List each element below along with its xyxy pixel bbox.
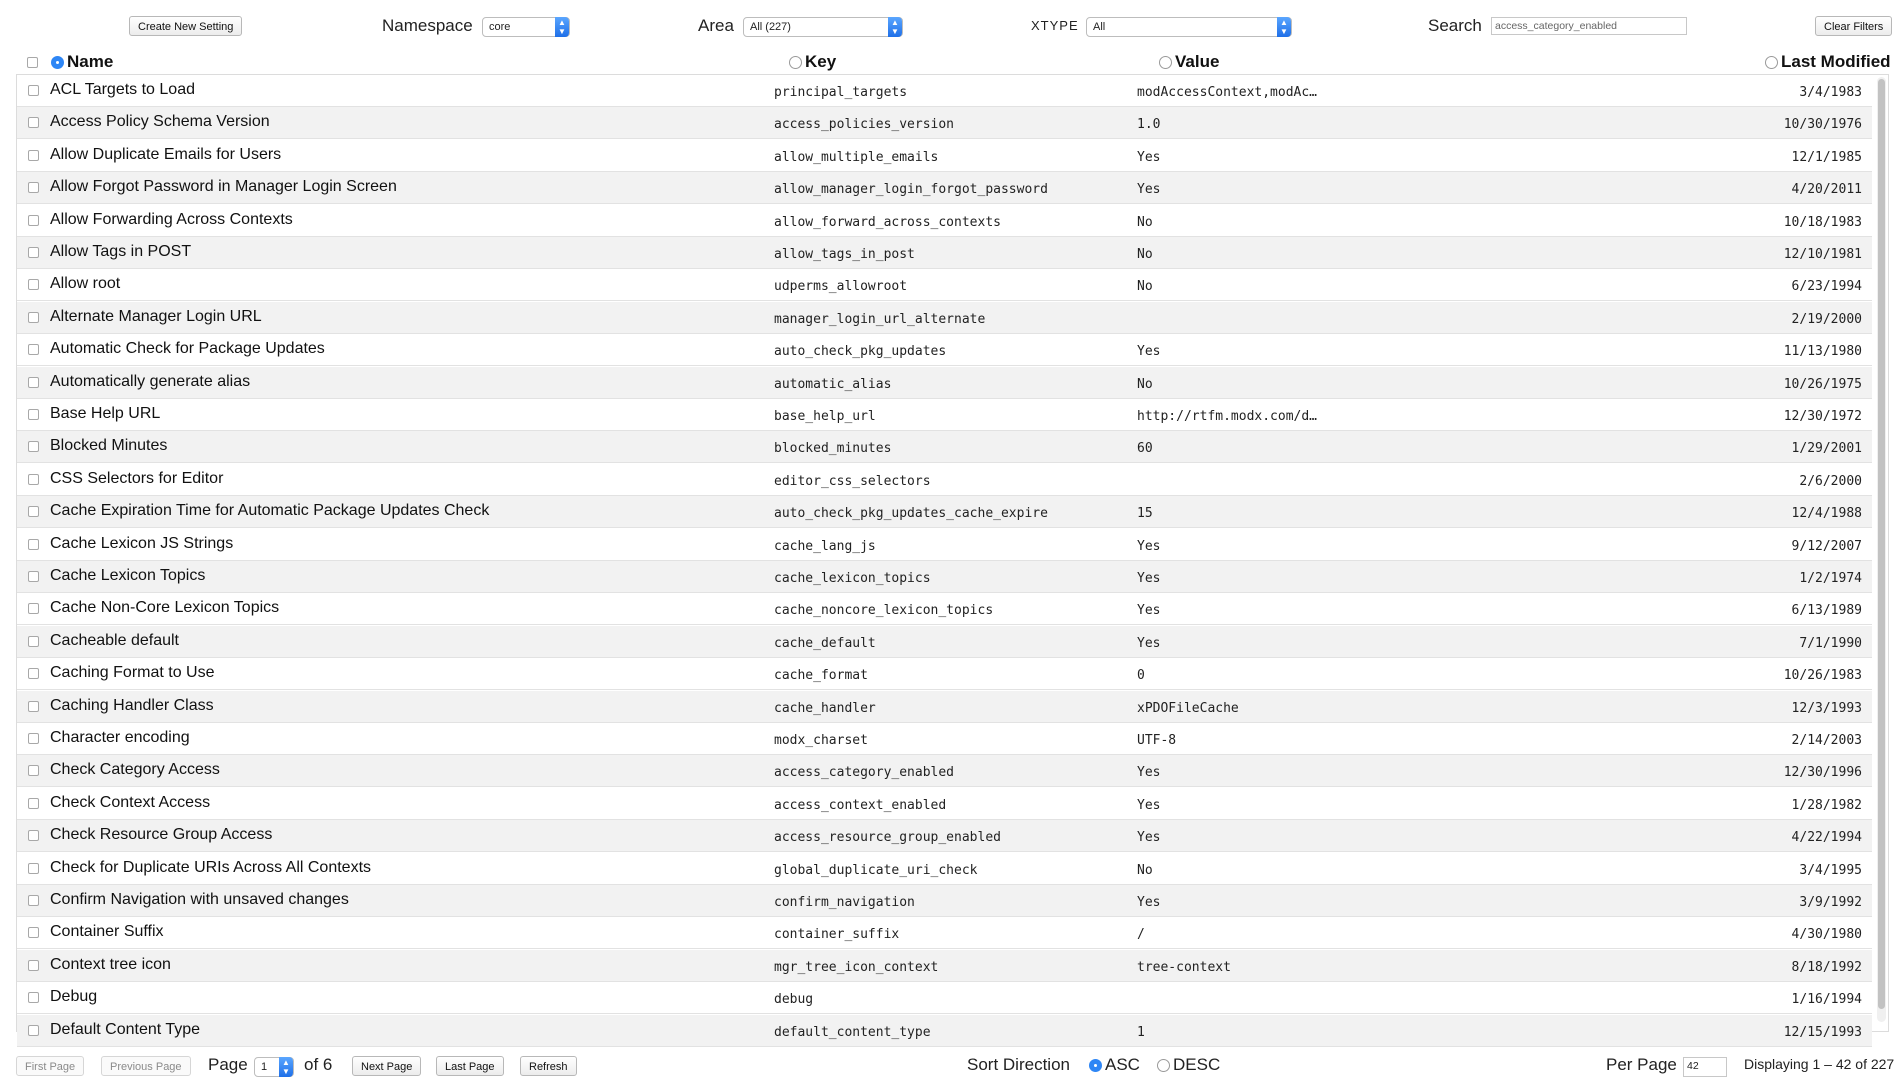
row-checkbox[interactable] [28, 247, 39, 258]
row-checkbox[interactable] [28, 539, 39, 550]
row-checkbox[interactable] [28, 701, 39, 712]
row-checkbox[interactable] [28, 927, 39, 938]
area-select[interactable] [743, 17, 903, 37]
select-arrows-icon: ▲ ▼ [888, 17, 902, 37]
setting-name: Caching Format to Use [50, 664, 215, 682]
per-page-input[interactable]: 42 [1683, 1057, 1727, 1077]
setting-name: Base Help URL [50, 405, 161, 422]
table-row[interactable] [17, 788, 1872, 820]
row-checkbox[interactable] [28, 992, 39, 1003]
xtype-select[interactable] [1086, 17, 1292, 37]
setting-name: Allow Forgot Password in Manager Login Screen [50, 178, 397, 196]
setting-name: Access Policy Schema Version [50, 113, 270, 131]
setting-value[interactable]: UTF-8 [1137, 733, 1177, 748]
row-checkbox[interactable] [28, 279, 39, 290]
setting-key: access_category_enabled [774, 765, 955, 781]
setting-value[interactable]: Yes [1137, 635, 1161, 651]
setting-name: Caching Handler Class [50, 696, 214, 714]
table-row[interactable] [17, 950, 1872, 982]
setting-value[interactable]: No [1137, 247, 1153, 262]
setting-name: Check Resource Group Access [50, 826, 273, 844]
setting-key: modx_charset [774, 733, 868, 748]
column-header-key[interactable] [789, 52, 836, 72]
select-all-checkbox[interactable] [27, 57, 38, 68]
last-modified-date: 10/18/1983 [1783, 214, 1862, 230]
last-modified-date: 3/4/1983 [1799, 85, 1862, 100]
column-header-key-label: Key [805, 52, 837, 71]
last-modified-date: 7/1/1990 [1799, 635, 1862, 651]
page-count: of 6 [304, 1055, 333, 1074]
last-modified-date: 1/29/2001 [1791, 441, 1862, 457]
row-checkbox[interactable] [28, 863, 39, 874]
column-header-name-label: Name [67, 52, 114, 71]
sort-desc-option[interactable] [1157, 1055, 1220, 1075]
sort-radio-last-modified[interactable] [1765, 56, 1778, 69]
displaying-count: Displaying 1 – 42 of 227 [1744, 1056, 1895, 1072]
setting-key: automatic_alias [774, 376, 892, 392]
sort-desc-radio[interactable] [1157, 1059, 1170, 1072]
setting-key: confirm_navigation [774, 895, 915, 910]
namespace-value: core [489, 21, 511, 33]
table-row[interactable] [17, 172, 1872, 204]
setting-name: Check Category Access [50, 761, 220, 779]
setting-name: Container Suffix [50, 923, 164, 941]
setting-name: Allow Tags in POST [50, 243, 192, 260]
column-header-last-modified-label: Last Modified [1781, 52, 1891, 71]
column-header-name[interactable] [51, 52, 113, 72]
table-row[interactable] [17, 75, 1872, 107]
scrollbar-thumb[interactable] [1878, 79, 1885, 1009]
sort-asc-label: ASC [1105, 1055, 1140, 1074]
select-arrows-icon: ▲ ▼ [279, 1057, 293, 1077]
clear-filters-button[interactable]: Clear Filters [1815, 16, 1892, 36]
column-header-value[interactable] [1159, 52, 1219, 72]
setting-value[interactable]: 15 [1137, 506, 1153, 522]
setting-name: Cacheable default [50, 631, 179, 649]
select-arrows-icon: ▲ ▼ [1277, 17, 1291, 37]
last-modified-date: 12/10/1981 [1783, 247, 1862, 262]
setting-name: Alternate Manager Login URL [50, 307, 262, 325]
column-header-value-label: Value [1175, 52, 1220, 71]
setting-name: Automatically generate alias [50, 372, 251, 390]
row-checkbox[interactable] [28, 895, 39, 906]
table-row[interactable] [17, 140, 1872, 172]
last-modified-date: 6/13/1989 [1791, 603, 1862, 619]
setting-value[interactable]: No [1137, 862, 1153, 878]
table-row[interactable] [17, 399, 1872, 431]
setting-key: cache_lexicon_topics [774, 571, 931, 586]
setting-value[interactable]: Yes [1137, 571, 1161, 586]
row-checkbox[interactable] [28, 798, 39, 809]
setting-name: CSS Selectors for Editor [50, 469, 224, 487]
setting-value[interactable]: Yes [1137, 830, 1161, 846]
last-modified-date: 2/19/2000 [1791, 311, 1862, 327]
setting-key: cache_format [774, 668, 868, 684]
table-row[interactable] [17, 593, 1872, 625]
setting-name: ACL Targets to Load [50, 81, 195, 98]
namespace-select[interactable] [482, 17, 570, 37]
table-row[interactable] [17, 917, 1872, 949]
last-modified-date: 10/26/1975 [1783, 376, 1862, 392]
sort-radio-key[interactable] [789, 56, 802, 69]
row-checkbox[interactable] [28, 150, 39, 161]
last-modified-date: 4/22/1994 [1791, 830, 1862, 846]
sort-asc-radio[interactable] [1089, 1059, 1102, 1072]
setting-key: manager_login_url_alternate [774, 311, 986, 327]
last-modified-date: 4/20/2011 [1791, 182, 1862, 198]
refresh-button[interactable]: Refresh [520, 1056, 577, 1076]
setting-name: Confirm Navigation with unsaved changes [50, 891, 349, 908]
grid-header [0, 44, 1900, 74]
column-header-last-modified[interactable] [1765, 52, 1891, 72]
table-row[interactable] [17, 107, 1872, 139]
setting-value[interactable]: Yes [1137, 538, 1161, 554]
table-row[interactable] [17, 431, 1872, 463]
row-checkbox[interactable] [28, 312, 39, 323]
setting-name: Character encoding [50, 729, 190, 746]
last-modified-date: 9/12/2007 [1791, 538, 1862, 554]
row-checkbox[interactable] [28, 409, 39, 420]
last-modified-date: 11/13/1980 [1783, 344, 1862, 360]
setting-value[interactable]: Yes [1137, 182, 1161, 198]
setting-key: cache_noncore_lexicon_topics [774, 603, 994, 619]
setting-key: principal_targets [774, 85, 908, 100]
last-modified-date: 12/30/1996 [1783, 765, 1862, 781]
last-modified-date: 1/16/1994 [1791, 992, 1862, 1008]
last-modified-date: 12/4/1988 [1791, 506, 1862, 522]
last-modified-date: 10/26/1983 [1783, 668, 1862, 684]
table-row[interactable] [17, 367, 1872, 399]
setting-name: Default Content Type [50, 1020, 201, 1038]
search-label: Search [1428, 16, 1482, 35]
row-checkbox[interactable] [28, 603, 39, 614]
setting-key: default_content_type [774, 1024, 931, 1040]
setting-value[interactable]: modAccessContext,modAc… [1137, 85, 1318, 100]
next-page-button[interactable]: Next Page [352, 1056, 421, 1076]
table-row[interactable] [17, 982, 1872, 1014]
row-checkbox[interactable] [28, 765, 39, 776]
table-row[interactable] [17, 626, 1872, 658]
setting-value[interactable]: http://rtfm.modx.com/d… [1137, 409, 1318, 424]
table-row[interactable] [17, 529, 1872, 561]
last-modified-date: 1/2/1974 [1799, 571, 1862, 586]
row-checkbox[interactable] [28, 830, 39, 841]
setting-name: Check for Duplicate URIs Across All Contexts [50, 858, 372, 876]
setting-value[interactable]: No [1137, 214, 1153, 230]
setting-name: Check Context Access [50, 793, 211, 811]
page-select[interactable] [254, 1057, 294, 1077]
page-label: Page [208, 1055, 248, 1074]
table-row[interactable] [17, 464, 1872, 496]
setting-value[interactable]: No [1137, 376, 1153, 392]
setting-value[interactable]: / [1137, 927, 1145, 943]
row-checkbox[interactable] [28, 344, 39, 355]
setting-name: Allow Forwarding Across Contexts [50, 210, 293, 228]
xtype-label: XTYPE [1031, 18, 1079, 33]
table-row[interactable] [17, 237, 1872, 269]
setting-value[interactable]: tree-context [1137, 959, 1231, 975]
last-modified-date: 3/9/1992 [1799, 895, 1862, 910]
setting-key: udperms_allowroot [774, 279, 908, 295]
row-checkbox[interactable] [28, 182, 39, 193]
table-row[interactable] [17, 302, 1872, 334]
row-checkbox[interactable] [28, 960, 39, 971]
setting-value[interactable]: Yes [1137, 797, 1161, 813]
row-checkbox[interactable] [28, 1025, 39, 1036]
xtype-value: All [1093, 21, 1106, 33]
row-checkbox[interactable] [28, 636, 39, 647]
sort-radio-name[interactable] [51, 56, 64, 69]
last-modified-date: 2/6/2000 [1799, 473, 1862, 489]
first-page-button[interactable]: First Page [16, 1056, 84, 1076]
table-row[interactable] [17, 853, 1872, 885]
sort-radio-value[interactable] [1159, 56, 1172, 69]
row-checkbox[interactable] [28, 85, 39, 96]
last-modified-date: 3/4/1995 [1799, 862, 1862, 878]
last-modified-date: 2/14/2003 [1791, 733, 1862, 748]
table-row[interactable] [17, 496, 1872, 528]
paging-toolbar [0, 1040, 1900, 1080]
last-modified-date: 12/30/1972 [1783, 409, 1862, 424]
setting-name: Automatic Check for Package Updates [50, 340, 325, 358]
row-checkbox[interactable] [28, 117, 39, 128]
row-checkbox[interactable] [28, 215, 39, 226]
setting-key: blocked_minutes [774, 441, 892, 457]
setting-key: cache_lang_js [774, 538, 876, 554]
setting-value[interactable]: xPDOFileCache [1137, 700, 1239, 716]
setting-name: Cache Expiration Time for Automatic Package Updates Check [50, 502, 490, 520]
page-value: 1 [261, 1061, 268, 1073]
select-arrows-icon: ▲ ▼ [555, 17, 569, 37]
setting-key: allow_tags_in_post [774, 247, 915, 262]
row-checkbox[interactable] [28, 506, 39, 517]
table-row[interactable] [17, 820, 1872, 852]
last-page-button[interactable]: Last Page [436, 1056, 504, 1076]
setting-name: Cache Lexicon Topics [50, 567, 206, 584]
setting-value[interactable]: Yes [1137, 765, 1161, 781]
setting-value[interactable]: 1 [1137, 1024, 1145, 1040]
last-modified-date: 12/15/1993 [1783, 1024, 1862, 1040]
setting-key: container_suffix [774, 927, 900, 943]
row-checkbox[interactable] [28, 474, 39, 485]
setting-key: access_context_enabled [774, 797, 947, 813]
sort-direction-label: Sort Direction [967, 1055, 1070, 1074]
row-checkbox[interactable] [28, 441, 39, 452]
setting-key: editor_css_selectors [774, 473, 931, 489]
setting-name: Cache Non-Core Lexicon Topics [50, 599, 280, 617]
last-modified-date: 12/1/1985 [1791, 149, 1862, 165]
setting-name: Allow root [50, 275, 121, 293]
setting-key: auto_check_pkg_updates [774, 344, 947, 360]
setting-key: auto_check_pkg_updates_cache_expire [774, 506, 1048, 522]
setting-value[interactable]: 1.0 [1137, 117, 1161, 133]
setting-name: Debug [50, 988, 98, 1006]
last-modified-date: 4/30/1980 [1791, 927, 1862, 943]
setting-value[interactable]: No [1137, 279, 1153, 295]
setting-name: Cache Lexicon JS Strings [50, 534, 234, 552]
setting-key: mgr_tree_icon_context [774, 959, 939, 975]
table-row[interactable] [17, 691, 1872, 723]
setting-key: allow_manager_login_forgot_password [774, 182, 1048, 198]
table-row[interactable] [17, 334, 1872, 366]
table-row[interactable] [17, 561, 1872, 593]
namespace-label: Namespace [382, 16, 473, 35]
last-modified-date: 6/23/1994 [1791, 279, 1862, 295]
setting-key: debug [774, 992, 814, 1008]
setting-key: allow_forward_across_contexts [774, 214, 1001, 230]
sort-desc-label: DESC [1173, 1055, 1221, 1074]
setting-value[interactable]: Yes [1137, 603, 1161, 619]
setting-value[interactable]: Yes [1137, 895, 1161, 910]
row-checkbox[interactable] [28, 733, 39, 744]
setting-value[interactable]: Yes [1137, 344, 1161, 360]
setting-name: Blocked Minutes [50, 437, 168, 455]
setting-key: cache_handler [774, 700, 876, 716]
setting-value[interactable]: Yes [1137, 149, 1161, 165]
table-row[interactable] [17, 658, 1872, 690]
per-page-label: Per Page [1606, 1055, 1677, 1074]
settings-grid [16, 74, 1889, 1040]
last-modified-date: 8/18/1992 [1791, 959, 1862, 975]
table-row[interactable] [17, 205, 1872, 237]
setting-key: base_help_url [774, 409, 876, 424]
setting-name: Context tree icon [50, 955, 171, 973]
setting-key: allow_multiple_emails [774, 149, 939, 165]
setting-name: Allow Duplicate Emails for Users [50, 145, 282, 163]
setting-key: global_duplicate_uri_check [774, 862, 978, 878]
last-modified-date: 12/3/1993 [1791, 700, 1862, 716]
search-input[interactable]: access_category_enabled [1491, 17, 1687, 35]
previous-page-button[interactable]: Previous Page [101, 1056, 191, 1076]
row-checkbox[interactable] [28, 571, 39, 582]
area-label: Area [698, 16, 734, 35]
setting-value[interactable]: 60 [1137, 441, 1153, 457]
row-checkbox[interactable] [28, 668, 39, 679]
table-row[interactable] [17, 885, 1872, 917]
setting-key: cache_default [774, 635, 876, 651]
vertical-scrollbar[interactable] [1877, 77, 1886, 1022]
table-row[interactable] [17, 723, 1872, 755]
setting-key: access_resource_group_enabled [774, 830, 1001, 846]
sort-asc-option[interactable] [1089, 1055, 1140, 1075]
setting-key: access_policies_version [774, 117, 955, 133]
table-row[interactable] [17, 269, 1872, 301]
setting-value[interactable]: 0 [1137, 668, 1145, 684]
last-modified-date: 1/28/1982 [1791, 797, 1862, 813]
create-new-setting-button[interactable]: Create New Setting [129, 16, 242, 36]
row-checkbox[interactable] [28, 377, 39, 388]
table-row[interactable] [17, 755, 1872, 787]
last-modified-date: 10/30/1976 [1783, 117, 1862, 133]
area-value: All (227) [750, 21, 791, 33]
